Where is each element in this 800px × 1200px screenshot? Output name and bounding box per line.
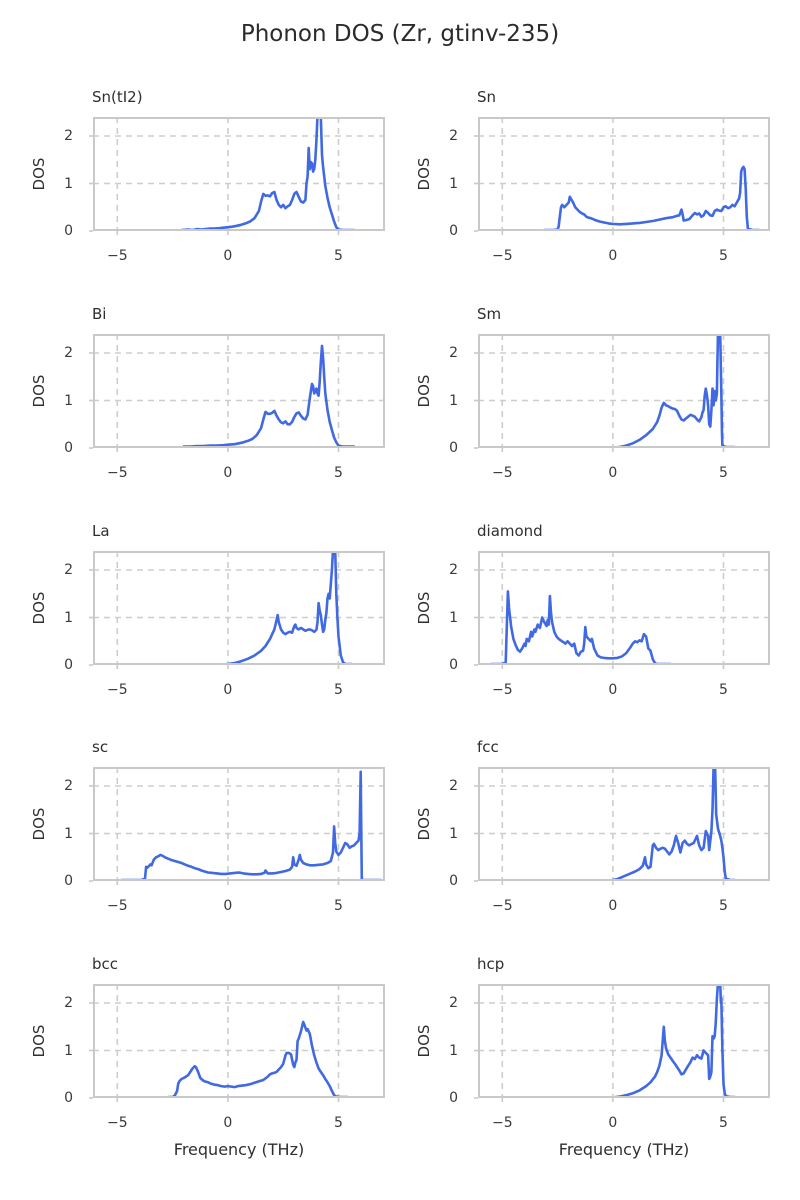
y-axis-label: DOS	[30, 374, 48, 408]
y-axis-label: DOS	[415, 157, 433, 191]
y-tick-label: 0	[64, 440, 73, 456]
x-tick-label: 5	[719, 248, 728, 264]
x-tick-label: −5	[106, 1115, 128, 1131]
x-tick-label: 5	[334, 898, 343, 914]
y-tick-label: 1	[64, 1042, 73, 1059]
subplot-title: sc	[92, 738, 109, 756]
y-tick-label: 1	[64, 392, 73, 409]
dos-curve-canvas	[478, 117, 770, 231]
y-tick-label: 1	[449, 609, 458, 626]
dos-curve-canvas	[93, 767, 385, 881]
subplot-fcc	[415, 738, 770, 914]
y-tick-label: 1	[64, 825, 73, 842]
x-tick-label: −5	[491, 248, 513, 264]
x-tick-label: 5	[334, 465, 343, 481]
y-tick-label: 1	[449, 392, 458, 409]
dos-curve	[184, 346, 354, 447]
dos-curve-canvas	[478, 334, 770, 448]
x-tick-label: −5	[106, 682, 128, 698]
x-axis-label: Frequency (THz)	[173, 1140, 305, 1159]
x-tick-label: 5	[719, 465, 728, 481]
dos-curve	[168, 1022, 347, 1097]
x-tick-label: 0	[223, 682, 233, 698]
subplot-title: Sn(tI2)	[92, 88, 143, 106]
subplot-sn	[415, 88, 770, 264]
y-tick-label: 2	[449, 562, 458, 578]
y-tick-label: 2	[64, 345, 73, 361]
x-tick-label: −5	[491, 1115, 513, 1131]
x-tick-label: −5	[106, 898, 128, 914]
dos-curve	[544, 167, 759, 230]
y-tick-label: 2	[449, 345, 458, 361]
dos-curve	[491, 591, 670, 664]
x-tick-label: 5	[719, 1115, 728, 1131]
y-tick-label: 1	[64, 609, 73, 626]
x-tick-label: −5	[491, 682, 513, 698]
y-tick-label: 2	[64, 562, 73, 578]
dos-curve	[221, 550, 351, 665]
y-tick-label: 2	[64, 778, 73, 794]
dos-curve-canvas	[478, 984, 770, 1098]
dos-curve-canvas	[93, 334, 385, 448]
x-tick-label: −5	[106, 248, 128, 264]
dos-curve	[182, 116, 355, 230]
subplot-sc	[30, 738, 385, 914]
subplot-bcc	[30, 955, 385, 1159]
y-tick-label: 2	[64, 995, 73, 1011]
dos-curve-canvas	[93, 117, 385, 231]
x-tick-label: 0	[608, 898, 618, 914]
dos-curve-canvas	[478, 551, 770, 665]
y-tick-label: 1	[449, 825, 458, 842]
x-tick-label: 5	[334, 682, 343, 698]
y-axis-label: DOS	[30, 157, 48, 191]
x-tick-label: 5	[334, 248, 343, 264]
x-tick-label: −5	[491, 465, 513, 481]
subplot-sm	[415, 305, 770, 481]
dos-curve-canvas	[93, 551, 385, 665]
subplot-bi	[30, 305, 385, 481]
y-tick-label: 2	[64, 128, 73, 144]
figure-title: Phonon DOS (Zr, gtinv-235)	[240, 21, 560, 47]
y-tick-label: 0	[449, 873, 458, 889]
y-tick-label: 0	[449, 223, 458, 239]
y-tick-label: 0	[64, 1090, 73, 1106]
x-tick-label: 0	[223, 248, 233, 264]
y-tick-label: 0	[64, 223, 73, 239]
x-axis-label: Frequency (THz)	[558, 1140, 690, 1159]
subplot-title: Sm	[477, 305, 502, 323]
y-axis-label: DOS	[415, 591, 433, 625]
dos-curve	[613, 983, 735, 1098]
y-tick-label: 0	[64, 873, 73, 889]
dos-curve	[609, 766, 735, 881]
y-axis-label: DOS	[30, 807, 48, 841]
subplot-sn-ti2	[30, 88, 385, 264]
subplot-title: bcc	[92, 955, 119, 973]
y-axis-label: DOS	[415, 374, 433, 408]
x-tick-label: −5	[491, 898, 513, 914]
y-axis-label: DOS	[415, 807, 433, 841]
dos-curve-canvas	[93, 984, 385, 1098]
subplot-la	[30, 522, 385, 698]
y-tick-label: 0	[449, 1090, 458, 1106]
y-tick-label: 2	[449, 128, 458, 144]
subplot-hcp	[415, 955, 770, 1159]
y-tick-label: 0	[64, 657, 73, 673]
x-tick-label: 0	[608, 1115, 618, 1131]
subplot-title: La	[92, 522, 110, 540]
x-tick-label: 0	[223, 1115, 233, 1131]
x-tick-label: 0	[608, 248, 618, 264]
y-tick-label: 0	[449, 657, 458, 673]
x-tick-label: −5	[106, 465, 128, 481]
x-tick-label: 5	[334, 1115, 343, 1131]
dos-curve	[613, 333, 735, 448]
subplot-title: diamond	[477, 522, 543, 540]
subplot-title: fcc	[477, 738, 499, 756]
y-tick-label: 2	[449, 778, 458, 794]
subplot-diamond	[415, 522, 770, 698]
dos-curve	[122, 772, 381, 880]
subplot-title: hcp	[477, 955, 505, 973]
x-tick-label: 5	[719, 682, 728, 698]
y-tick-label: 1	[449, 1042, 458, 1059]
y-axis-label: DOS	[30, 1024, 48, 1058]
x-tick-label: 0	[223, 465, 233, 481]
x-tick-label: 0	[608, 465, 618, 481]
x-tick-label: 5	[719, 898, 728, 914]
subplot-title: Sn	[477, 88, 497, 106]
y-tick-label: 0	[449, 440, 458, 456]
y-tick-label: 1	[64, 175, 73, 192]
y-axis-label: DOS	[30, 591, 48, 625]
y-axis-label: DOS	[415, 1024, 433, 1058]
dos-curve-canvas	[478, 767, 770, 881]
y-tick-label: 2	[449, 995, 458, 1011]
x-tick-label: 0	[223, 898, 233, 914]
y-tick-label: 1	[449, 175, 458, 192]
x-tick-label: 0	[608, 682, 618, 698]
subplot-title: Bi	[92, 305, 107, 323]
